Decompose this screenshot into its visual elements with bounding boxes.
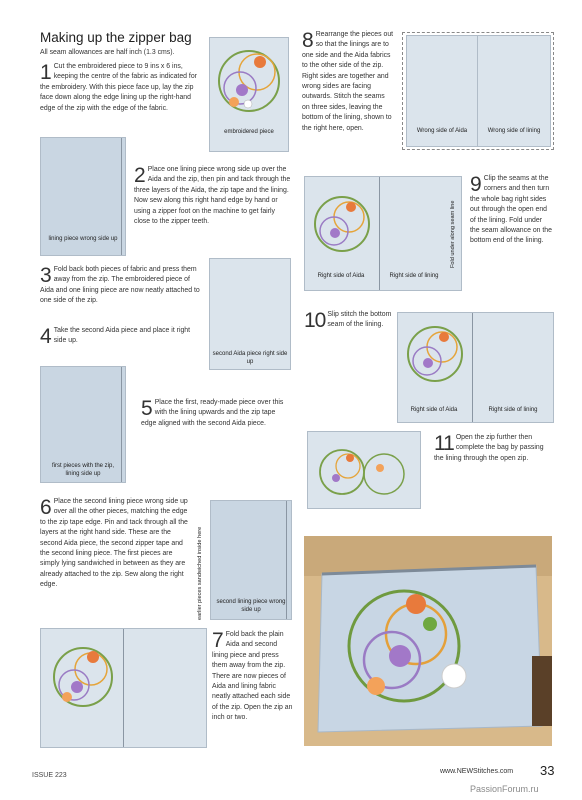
- first-pieces-image: [40, 366, 126, 483]
- aida-wrong-side-panel: [406, 35, 478, 147]
- opened-pieces-image: [40, 628, 207, 748]
- step-text: Clip the seams at the corners and then turn the whole bag right sides out through the open end of the lining. Fold under the seam allowance on the bottom end of the lining.: [470, 175, 552, 245]
- step-number: 5: [141, 397, 153, 420]
- website-url: www.NEWStitches.com: [440, 768, 514, 775]
- step-number: 4: [40, 325, 52, 348]
- seam-layout-diagram: [402, 32, 554, 150]
- lining-piece-image: [40, 137, 126, 256]
- step-number: 9: [470, 173, 482, 196]
- zip-seam: [123, 629, 124, 747]
- slip-stitched-image: [397, 312, 554, 423]
- step-text: Place the first, ready-made piece over this with the lining upwards and the zip tape edge aligned with the second Aida piece.: [141, 399, 284, 427]
- step-text: Fold back both pieces of fabric and press them away from the zip. The embroidered piece of Aida and one lining piece are now neatly attached to one side of the zip.: [40, 266, 200, 305]
- caption-lining-wrong-side: lining piece wrong side up: [48, 236, 118, 242]
- step-5: [141, 398, 289, 429]
- zip-seam: [121, 138, 122, 255]
- step-number: 1: [40, 61, 52, 84]
- step-4: [40, 326, 200, 347]
- caption-right-side-lining: Right side of lining: [389, 273, 439, 279]
- step-3: [40, 265, 200, 307]
- step-7: [212, 630, 294, 724]
- step-text: Place the second lining piece wrong side up over all the other pieces, matching the edge to the zip tape edge. Pin and tack through all the layers at the right hand side. These are the second Aida piece, the second zipper tape and the second lining piece. The first pieces are simply lying sandwiched in between as they are already attached to the zip. Sew along the right edge.: [40, 498, 188, 589]
- step-text: Take the second Aida piece and place it right side up.: [53, 327, 191, 345]
- step-10: [304, 310, 394, 331]
- issue-number: ISSUE 223: [32, 772, 67, 779]
- zip-seam: [472, 313, 473, 422]
- step-number: 10: [304, 309, 326, 332]
- zip-seam: [121, 367, 122, 482]
- caption-right-side-aida: Right side of Aida: [317, 273, 365, 279]
- finished-bag-illustration: [304, 536, 552, 746]
- second-lining-image: [210, 500, 292, 620]
- lining-wrong-side-panel: [477, 35, 551, 147]
- page-title: Making up the zipper bag: [40, 30, 192, 45]
- floral-circle-motif: [47, 641, 119, 713]
- step-1: [40, 62, 200, 114]
- caption-wrong-side-aida: Wrong side of Aida: [416, 128, 468, 134]
- step-6: [40, 497, 190, 591]
- caption-earlier-pieces: earlier pieces sandwiched inside here: [197, 526, 203, 620]
- zip-seam: [379, 177, 380, 290]
- step-11: [434, 433, 552, 464]
- caption-wrong-side-lining: Wrong side of lining: [487, 128, 541, 134]
- second-aida-image: [209, 258, 291, 370]
- caption-fold-under: Fold under along seam line: [450, 200, 456, 268]
- step-number: 8: [302, 29, 314, 52]
- lining-pass-image: [307, 431, 421, 509]
- caption-embroidered-piece: embroidered piece: [224, 129, 274, 135]
- watermark: PassionForum.ru: [470, 784, 539, 794]
- caption-first-pieces: first pieces with the zip, lining side up: [51, 463, 115, 477]
- caption-second-aida: second Aida piece right side up: [212, 351, 288, 365]
- step-2: [134, 165, 292, 227]
- floral-circle-motif: [402, 321, 468, 387]
- step-text: Open the zip further then complete the bag by passing the lining through the open zip.: [434, 434, 544, 462]
- step-text: Rearrange the pieces out so that the linings are to one side and the Aida fabrics to the other side of the zip. Right sides are together and wrong sides are facing outwards. Stitch the seams on three sides, leaving the bottom of the lining, shown to the right here, open.: [302, 31, 394, 132]
- step-text: Cut the embroidered piece to 9 ins x 6 ins, keeping the centre of the fabric as indicated for the embroidery. With this piece face up, lay the zip face down along the edge lining up the right-hand edge of the zip with the edge of the fabric.: [40, 63, 197, 112]
- step-text: Slip stitch the bottom seam of the lining.: [327, 311, 392, 329]
- step-number: 2: [134, 164, 146, 187]
- finished-bag-photo: [304, 536, 552, 746]
- floral-circle-motif: [314, 438, 414, 502]
- step-number: 3: [40, 264, 52, 287]
- embroidered-piece-image: [209, 37, 289, 152]
- floral-circle-motif: [309, 191, 375, 257]
- caption-right-side-aida: Right side of Aida: [410, 407, 458, 413]
- page-number: 33: [540, 763, 555, 778]
- step-number: 7: [212, 629, 224, 652]
- step-text: Fold back the plain Aida and second lining piece and press them away from the zip. There are now pieces of Aida and lining fabric neatly attached each side of the zip. Open the zip an inch or two.: [212, 631, 293, 722]
- turned-bag-image: [304, 176, 462, 291]
- step-8: [302, 30, 394, 134]
- seam-allowance-note: All seam allowances are half inch (1.3 cms).: [40, 49, 175, 56]
- caption-second-lining: second lining piece wrong side up: [216, 599, 286, 613]
- step-number: 6: [40, 496, 52, 519]
- caption-right-side-lining: Right side of lining: [488, 407, 538, 413]
- step-number: 11: [434, 432, 454, 455]
- floral-circle-motif: [212, 44, 286, 118]
- step-9: [470, 174, 552, 247]
- step-text: Place one lining piece wrong side up over the Aida and the zip, then pin and tack through the three layers of the Aida, the zip tape and the lining. Now sew along this right hand edge by hand or using a zipper foot on the machine to get fairly close to the zipper teeth.: [134, 166, 291, 226]
